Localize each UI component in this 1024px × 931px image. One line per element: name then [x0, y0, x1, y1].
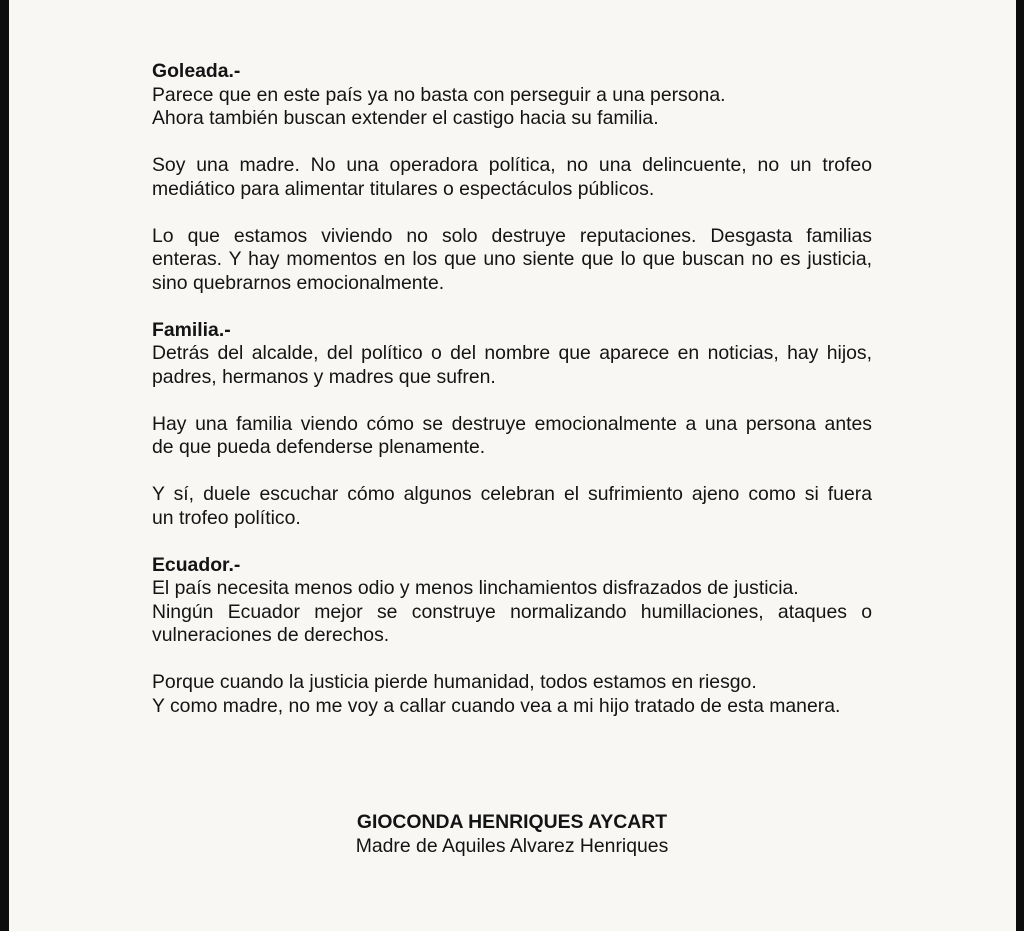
text-line: de que pueda defenderse plenamente. [152, 436, 486, 458]
signature-block [0, 810, 1024, 858]
text-line: sino quebrarnos emocionalmente. [152, 271, 445, 294]
text-line: Ahora también buscan extender el castigo hacia su familia. [152, 107, 659, 129]
text-line: Detrás del alcalde, del político o del nombre que aparece en noticias, hay hijos, [152, 342, 872, 364]
document-page [9, 0, 1016, 931]
text-line: enteras. Y hay momentos en los que uno siente que lo que buscan no es justicia, [152, 248, 872, 270]
paragraph [152, 225, 872, 296]
paragraph [152, 483, 872, 530]
text-line: Y sí, duele escuchar cómo algunos celebran el sufrimiento ajeno como si fuera [152, 483, 872, 505]
section-heading: Ecuador.- [152, 553, 241, 576]
section-heading: Goleada.- [152, 60, 241, 82]
section-ecuador [152, 554, 872, 719]
text-line: Y como madre, no me voy a callar cuando vea a mi hijo tratado de esta manera. [152, 694, 841, 717]
section-heading: Familia.- [152, 318, 231, 341]
text-line: Hay una familia viendo cómo se destruye emocionalmente a una persona antes [152, 412, 872, 435]
section-familia [152, 319, 872, 531]
paragraph [152, 413, 872, 460]
section-goleada [152, 60, 872, 295]
text-line: Soy una madre. No una operadora política, no una delincuente, no un trofeo [152, 154, 872, 176]
signatory-role: Madre de Aquiles Alvarez Henriques [355, 835, 669, 857]
text-line: Porque cuando la justicia pierde humanidad, todos estamos en riesgo. [152, 671, 757, 693]
paragraph [152, 84, 872, 131]
paragraph [152, 671, 872, 718]
text-line: un trofeo político. [152, 506, 301, 529]
text-line: vulneraciones de derechos. [152, 624, 390, 646]
text-line: padres, hermanos y madres que sufren. [152, 365, 496, 388]
signatory-name: GIOCONDA HENRIQUES AYCART [356, 811, 668, 833]
paragraph [152, 342, 872, 389]
text-line: Parece que en este país ya no basta con perseguir a una persona. [152, 83, 726, 106]
text-line: Lo que estamos viviendo no solo destruye reputaciones. Desgasta familias [152, 224, 872, 247]
letter-body [152, 60, 872, 742]
paragraph [152, 154, 872, 201]
text-line: Ningún Ecuador mejor se construye normalizando humillaciones, ataques o [152, 600, 872, 623]
paragraph [152, 577, 872, 648]
text-line: El país necesita menos odio y menos linchamientos disfrazados de justicia. [152, 577, 799, 599]
text-line: mediático para alimentar titulares o espectáculos públicos. [152, 177, 655, 200]
